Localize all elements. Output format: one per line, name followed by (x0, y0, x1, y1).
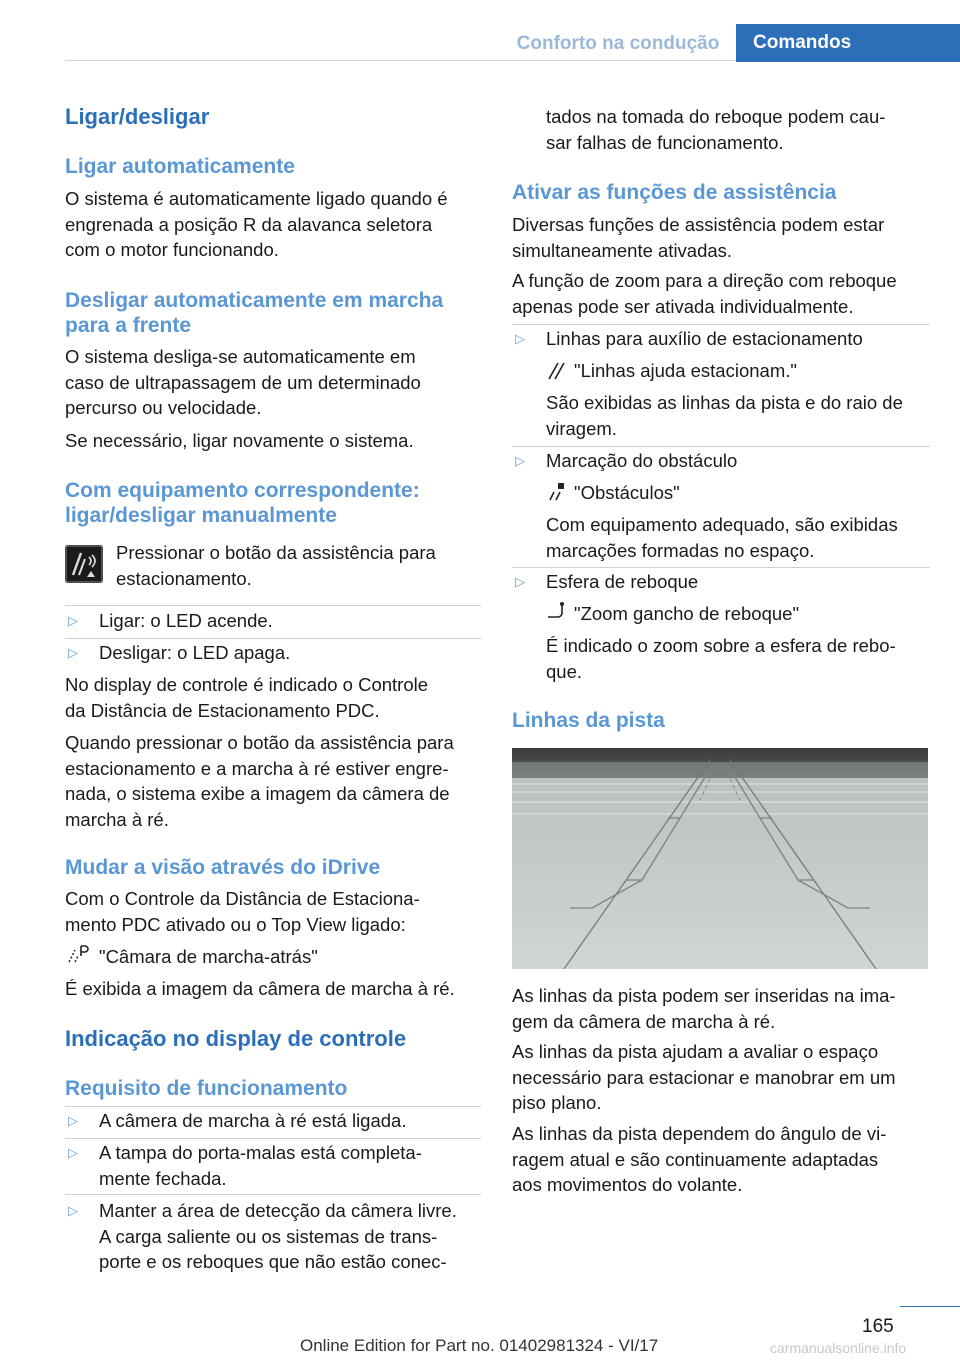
heading-requirement: Requisito de funcionamento (65, 1077, 348, 1100)
parking-lines-icon (546, 359, 568, 381)
item-description: São exibidas as linhas da pista e do raio de viragem. (546, 392, 903, 439)
divider (65, 1106, 481, 1107)
paragraph-lines-3: As linhas da pista dependem do ângulo de vi- ragem atual e são continuamente adaptadas aos movimentos do volante. (512, 1123, 887, 1195)
item-menu: "Obstáculos" (574, 482, 680, 503)
item-title: Linhas para auxílio de estacionamento (546, 328, 863, 349)
obstacle-marking-icon (546, 480, 568, 502)
list-item: A tampa do porta-malas está completa- mente fechada. (99, 1142, 422, 1189)
list-item: A câmera de marcha à ré está ligada. (99, 1110, 407, 1131)
divider (65, 1194, 481, 1195)
paragraph-reverse: Quando pressionar o botão da assistência para estacionamento e a marcha à ré estiver engre- nada, o sistema exibe a imagem da câmera de marcha à ré. (65, 732, 454, 830)
item-description: Com equipamento adequado, são exibidas marcações formadas no espaço. (546, 514, 898, 561)
divider (65, 638, 481, 639)
item-menu: "Linhas ajuda estacionam." (574, 360, 797, 381)
divider (512, 567, 930, 568)
paragraph-display: No display de controle é indicado o Controle da Distância de Estacionamento PDC. (65, 674, 429, 721)
tow-hitch-icon (546, 601, 568, 623)
item-menu: "Zoom gancho de reboque" (574, 603, 800, 624)
paragraph-assist-1: Diversas funções de assistência podem estar simultaneamente ativadas. (512, 214, 885, 261)
item-description: É indicado o zoom sobre a esfera de rebo- que. (546, 635, 896, 682)
bullet-icon: ▷ (515, 574, 525, 589)
heading-manual: Com equipamento correspondente: ligar/desligar manualmente (65, 479, 420, 527)
paragraph-assist-2: A função de zoom para a direção com reboque apenas pode ser ativada individualmente. (512, 270, 897, 317)
item-title: Esfera de reboque (546, 571, 699, 592)
divider (65, 1138, 481, 1139)
paragraph-idrive: Com o Controle da Distância de Estaciona- mento PDC ativado ou o Top View ligado: (65, 888, 420, 935)
item-title: Marcação do obstáculo (546, 450, 738, 471)
paragraph-restart: Se necessário, ligar novamente o sistema. (65, 430, 414, 451)
divider (512, 324, 930, 325)
list-item: Ligar: o LED acende. (99, 610, 273, 631)
heading-lane-lines: Linhas da pista (512, 709, 665, 732)
divider (65, 605, 481, 606)
paragraph-lines-2: As linhas da pista ajudam a avaliar o espaço necessário para estacionar e manobrar em um piso plano. (512, 1041, 896, 1113)
footer-rule (900, 1306, 960, 1307)
bullet-icon: ▷ (68, 613, 78, 628)
watermark: carmanualsonline.info (770, 1340, 907, 1356)
paragraph-lines-1: As linhas da pista podem ser inseridas na ima- gem da câmera de marcha à ré. (512, 985, 896, 1032)
menu-camera: "Câmara de marcha-atrás" (99, 946, 318, 967)
paragraph-camera: É exibida a imagem da câmera de marcha à ré. (65, 978, 455, 999)
list-item-continued: tados na tomada do reboque podem cau- sar falhas de funcionamento. (546, 106, 886, 153)
bullet-icon: ▷ (515, 453, 525, 468)
header-chapter-tab: Comandos (736, 24, 960, 62)
heading-auto-on: Ligar automaticamente (65, 155, 295, 178)
bullet-icon: ▷ (515, 331, 525, 346)
lane-lines-illustration (512, 748, 928, 969)
page-number: 165 (862, 1316, 894, 1337)
list-item: Manter a área de detecção da câmera livre. A carga saliente ou os sistemas de trans- porte e os reboques que não estão conec- (99, 1200, 457, 1272)
paragraph-auto-on: O sistema é automaticamente ligado quando é engrenada a posição R da alavanca seletora com o motor funcionando. (65, 188, 448, 260)
heading-idrive: Mudar a visão através do iDrive (65, 856, 381, 879)
paragraph-press-button: Pressionar o botão da assistência para estacionamento. (116, 542, 436, 589)
divider (512, 446, 930, 447)
bullet-icon: ▷ (68, 1113, 78, 1128)
rear-camera-icon (67, 944, 89, 966)
bullet-icon: ▷ (68, 645, 78, 660)
bullet-icon: ▷ (68, 1203, 78, 1218)
bullet-icon: ▷ (68, 1145, 78, 1160)
paragraph-auto-off: O sistema desliga-se automaticamente em caso de ultrapassagem de um determinado percurso ou velocidade. (65, 346, 421, 418)
heading-assist: Ativar as funções de assistência (512, 181, 837, 204)
heading-on-off: Ligar/desligar (65, 104, 210, 129)
header-section: Conforto na condução (516, 33, 720, 54)
footer-edition: Online Edition for Part no. 01402981324 - VI/17 (300, 1336, 659, 1355)
heading-display: Indicação no display de controle (65, 1026, 407, 1051)
list-item: Desligar: o LED apaga. (99, 642, 291, 663)
heading-auto-off: Desligar automaticamente em marcha para a frente (65, 289, 444, 337)
parking-assist-button-icon (65, 545, 103, 583)
